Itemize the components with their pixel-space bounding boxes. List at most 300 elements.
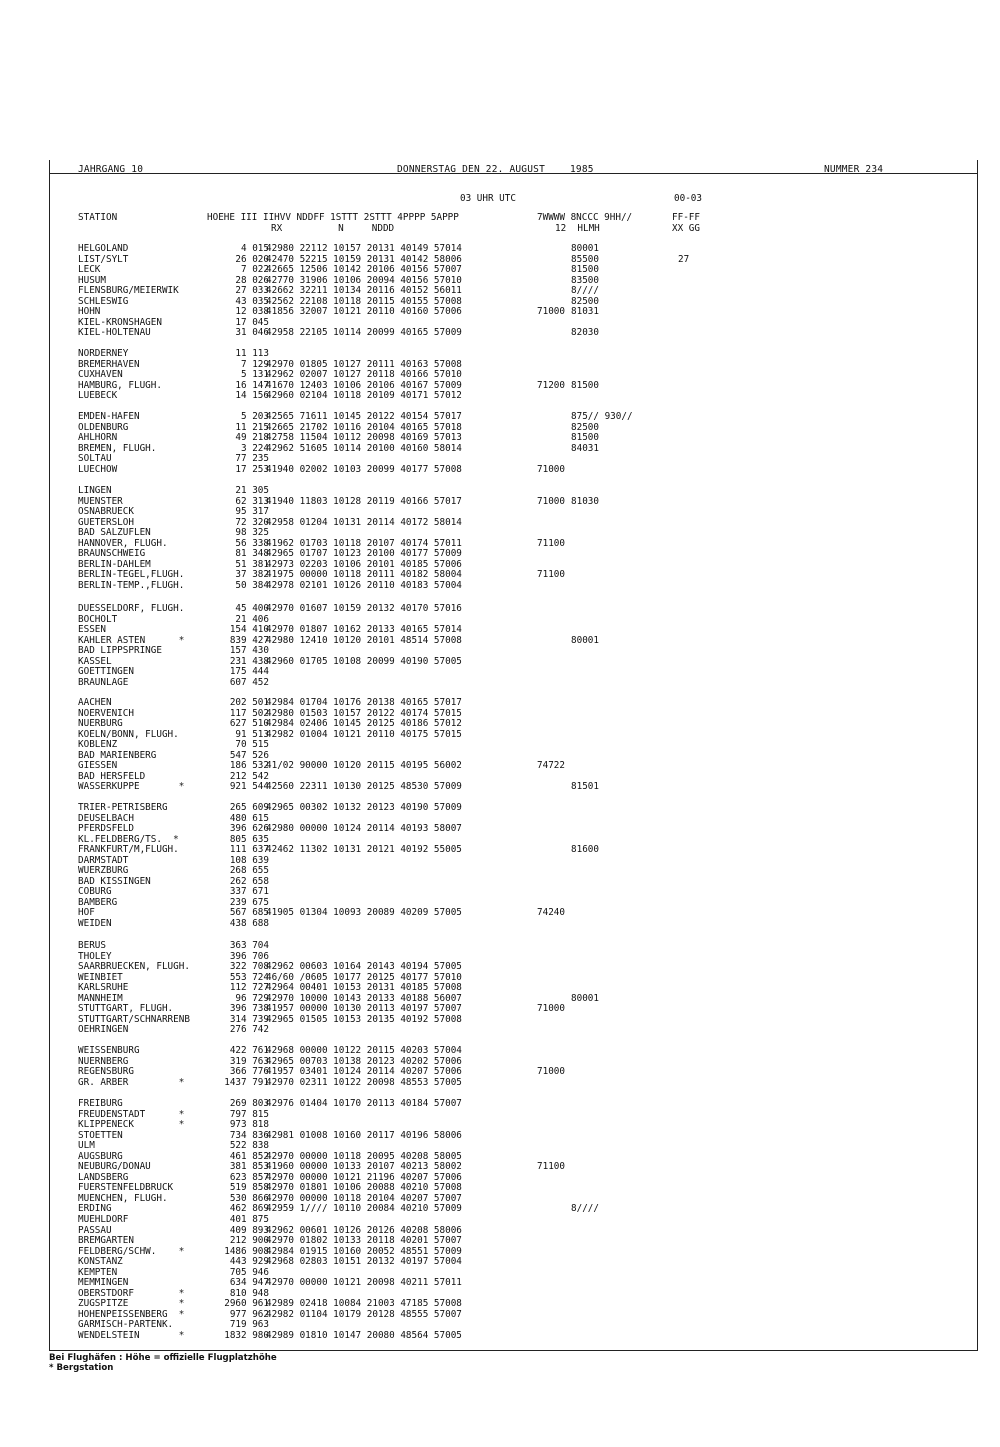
station-height-id: 117 502 <box>229 707 269 719</box>
table-row <box>0 698 1000 709</box>
year-label: 1985 <box>570 164 594 175</box>
station-name: ESSEN <box>78 624 106 636</box>
station-height-id: 438 688 <box>229 918 269 930</box>
weather-group: 71000 <box>537 463 565 475</box>
table-row <box>0 898 1000 909</box>
station-name: MANNHEIM <box>78 992 123 1004</box>
station-name: NOERVENICH <box>78 707 134 719</box>
station-name: BAD SALZUFLEN <box>78 527 151 539</box>
cloud-group: 82500 <box>571 295 599 307</box>
station-name: BAD KISSINGEN <box>78 875 151 887</box>
station-group <box>0 698 1000 793</box>
station-height-id: 108 639 <box>229 854 269 866</box>
station-name: SCHLESWIG <box>78 295 129 307</box>
station-height-id: 269 803 <box>229 1098 269 1109</box>
observation-groups: 42962 51605 10114 20100 40160 58014 <box>266 442 462 454</box>
station-height-id: 462 869 <box>229 1203 269 1215</box>
weather-group: 71000 <box>537 495 565 507</box>
station-height-id: 522 838 <box>229 1140 269 1152</box>
station-height-id: 461 852 <box>229 1150 269 1162</box>
table-row <box>0 1226 1000 1237</box>
station-name: CUXHAVEN <box>78 369 123 381</box>
cloud-group: 80001 <box>571 243 599 254</box>
observation-groups: 42958 01204 10131 20114 40172 58014 <box>266 516 462 528</box>
station-height-id: 805 635 <box>229 833 269 845</box>
range-header: 00-03 <box>674 193 702 204</box>
observation-groups: 42770 31906 10106 20094 40156 57010 <box>266 274 462 286</box>
table-row <box>0 615 1000 626</box>
observation-groups: 42980 01503 10157 20122 40174 57015 <box>266 707 462 719</box>
table-row <box>0 877 1000 888</box>
observation-groups: 42980 22112 10157 20131 40149 57014 <box>266 243 462 254</box>
station-height-id: 409 893 <box>229 1224 269 1236</box>
station-height-id: 4 015 <box>241 243 269 254</box>
station-name: FREUDENSTADT * <box>78 1108 185 1120</box>
weather-group: 71200 <box>537 379 565 391</box>
observation-groups: 42968 00000 10122 20115 40203 57004 <box>266 1045 462 1056</box>
station-height-id: 212 900 <box>229 1235 269 1247</box>
observation-groups: 42970 00000 10118 20095 40208 58005 <box>266 1150 462 1162</box>
station-height-id: 607 452 <box>229 676 269 688</box>
table-row <box>0 423 1000 434</box>
weather-group: 74240 <box>537 907 565 919</box>
station-name: BRAUNLAGE <box>78 676 129 688</box>
table-row <box>0 1331 1000 1342</box>
station-height-id: 17 045 <box>235 316 269 328</box>
station-name: BERLIN-DAHLEM <box>78 558 151 570</box>
station-name: LUECHOW <box>78 463 118 475</box>
table-row <box>0 1015 1000 1026</box>
observation-groups: 41957 03401 10124 20114 40207 57006 <box>266 1066 462 1078</box>
station-height-id: 27 033 <box>235 285 269 297</box>
station-height-id: 734 836 <box>229 1129 269 1141</box>
observation-groups: 41975 00000 10118 20111 40182 58004 <box>266 569 462 581</box>
table-row <box>0 1257 1000 1268</box>
table-row <box>0 657 1000 668</box>
station-group <box>0 941 1000 1036</box>
observation-groups: 41962 01703 10118 20107 40174 57011 <box>266 537 462 549</box>
station-height-id: 363 704 <box>229 940 269 951</box>
observation-groups: 42970 01807 10162 20133 40165 57014 <box>266 624 462 636</box>
station-name: NEUBURG/DONAU <box>78 1161 151 1173</box>
observation-groups: 41957 00000 10130 20113 40197 57007 <box>266 1003 462 1015</box>
station-height-id: 51 381 <box>235 558 269 570</box>
table-row <box>0 328 1000 339</box>
station-height-id: 265 609 <box>229 802 269 813</box>
observation-groups: 42962 00601 10126 20126 40208 58006 <box>266 1224 462 1236</box>
table-row <box>0 539 1000 550</box>
table-row <box>0 887 1000 898</box>
station-height-id: 186 532 <box>229 760 269 772</box>
station-group <box>0 1046 1000 1088</box>
station-height-id: 37 382 <box>235 569 269 581</box>
observation-groups: 42980 00000 10124 20114 40193 58007 <box>266 823 462 835</box>
station-height-id: 231 438 <box>229 655 269 667</box>
observation-groups: 42758 11504 10112 20098 40169 57013 <box>266 432 462 444</box>
station-name: HELGOLAND <box>78 243 129 254</box>
main-columns-header: HOEHE III IIHVV NDDFF 1STTT 2STTT 4PPPP 5APPP <box>207 212 459 223</box>
station-name: OSNABRUECK <box>78 506 134 518</box>
observation-groups: 42970 02311 10122 20098 48553 57005 <box>266 1076 462 1088</box>
observation-groups: 42980 12410 10120 20101 48514 57008 <box>266 634 462 646</box>
station-height-id: 17 253 <box>235 463 269 475</box>
station-header: STATION <box>78 212 118 223</box>
station-name: AUGSBURG <box>78 1150 123 1162</box>
station-height-id: 98 325 <box>235 527 269 539</box>
station-height-id: 70 515 <box>235 739 269 751</box>
table-row <box>0 1268 1000 1279</box>
station-height-id: 810 948 <box>229 1287 269 1299</box>
table-row <box>0 803 1000 814</box>
cloud-group: 84031 <box>571 442 599 454</box>
table-row <box>0 962 1000 973</box>
weather-group: 71000 <box>537 1003 565 1015</box>
station-name: MUENSTER <box>78 495 123 507</box>
table-row <box>0 1215 1000 1226</box>
station-height-id: 567 685 <box>229 907 269 919</box>
table-row <box>0 919 1000 930</box>
station-height-id: 337 671 <box>229 886 269 898</box>
station-height-id: 212 542 <box>229 770 269 782</box>
station-height-id: 322 708 <box>229 961 269 973</box>
station-name: KLIPPENECK * <box>78 1119 185 1131</box>
main-columns-subheader: RX N NDDD <box>271 223 395 234</box>
station-height-id: 719 963 <box>229 1319 269 1331</box>
table-row <box>0 265 1000 276</box>
table-row <box>0 751 1000 762</box>
observation-groups: 42665 12506 10142 20106 40156 57007 <box>266 264 462 276</box>
observation-groups: 42962 00603 10164 20143 40194 57005 <box>266 961 462 973</box>
table-row <box>0 845 1000 856</box>
station-name: BAMBERG <box>78 896 118 908</box>
station-height-id: 31 046 <box>235 327 269 339</box>
observation-groups: 42965 01505 10153 20135 40192 57008 <box>266 1013 462 1025</box>
observation-groups: 42960 01705 10108 20099 40190 57005 <box>266 655 462 667</box>
station-name: LUEBECK <box>78 390 118 402</box>
station-name: PFERDSFELD <box>78 823 134 835</box>
cloud-group: 83500 <box>571 274 599 286</box>
station-name: LANDSBERG <box>78 1171 129 1183</box>
station-name: WENDELSTEIN * <box>78 1330 185 1342</box>
observation-groups: 42982 01004 10121 20110 40175 57015 <box>266 728 462 740</box>
station-name: STOETTEN <box>78 1129 123 1141</box>
date-label: DONNERSTAG DEN 22. AUGUST <box>397 164 545 175</box>
station-name: BAD MARIENBERG <box>78 749 157 761</box>
station-height-id: 443 929 <box>229 1256 269 1268</box>
table-row <box>0 444 1000 455</box>
station-name: KASSEL <box>78 655 112 667</box>
station-name: NUERNBERG <box>78 1055 129 1067</box>
station-name: WEIDEN <box>78 918 112 930</box>
station-name: SAARBRUECKEN, FLUGH. <box>78 961 190 973</box>
station-name: FRANKFURT/M,FLUGH. <box>78 844 179 856</box>
station-name: DUESSELDORF, FLUGH. <box>78 603 185 614</box>
station-name: REGENSBURG <box>78 1066 134 1078</box>
station-height-id: 623 857 <box>229 1171 269 1183</box>
station-height-id: 62 313 <box>235 495 269 507</box>
station-name: STUTTGART/SCHNARRENB <box>78 1013 190 1025</box>
table-row <box>0 1162 1000 1173</box>
weather-group: 71000 <box>537 1066 565 1078</box>
station-name: THOLEY <box>78 950 112 962</box>
station-height-id: 175 444 <box>229 666 269 678</box>
station-height-id: 28 026 <box>235 274 269 286</box>
station-name: COBURG <box>78 886 112 898</box>
station-name: STUTTGART, FLUGH. <box>78 1003 174 1015</box>
observation-groups: 42970 01802 10133 20118 40201 57007 <box>266 1235 462 1247</box>
table-row <box>0 1204 1000 1215</box>
station-height-id: 154 410 <box>229 624 269 636</box>
table-row <box>0 1025 1000 1036</box>
cloud-group: 875// 930// <box>571 411 633 422</box>
station-name: BAD LIPPSPRINGE <box>78 645 162 657</box>
station-name: FELDBERG/SCHW. * <box>78 1245 185 1257</box>
observation-groups: 41940 02002 10103 20099 40177 57008 <box>266 463 462 475</box>
jahrgang-label: JAHRGANG 10 <box>78 164 144 175</box>
cloud-group: 81500 <box>571 379 599 391</box>
extra-columns-subheader: 12 HLMH <box>555 223 600 234</box>
station-name: GOETTINGEN <box>78 666 134 678</box>
weather-group: 71100 <box>537 569 565 581</box>
cloud-group: 85500 <box>571 253 599 265</box>
observation-groups: 42959 1//// 10110 20084 40210 57009 <box>266 1203 462 1215</box>
observation-groups: 42965 00703 10138 20123 40202 57006 <box>266 1055 462 1067</box>
far-columns-subheader: XX GG <box>672 223 700 234</box>
station-name: MUENCHEN, FLUGH. <box>78 1192 168 1204</box>
issue-number: NUMMER 234 <box>824 164 884 175</box>
table-row <box>0 1099 1000 1110</box>
observation-groups: 42984 02406 10145 20125 40186 57012 <box>266 718 462 730</box>
station-name: ERDING <box>78 1203 112 1215</box>
table-row <box>0 581 1000 592</box>
station-name: GR. ARBER * <box>78 1076 185 1088</box>
station-height-id: 519 858 <box>229 1182 269 1194</box>
station-group <box>0 349 1000 402</box>
table-row <box>0 730 1000 741</box>
footer-notes <box>49 1353 277 1374</box>
station-height-id: 26 020 <box>235 253 269 265</box>
station-height-id: 49 218 <box>235 432 269 444</box>
station-height-id: 627 510 <box>229 718 269 730</box>
station-height-id: 547 526 <box>229 749 269 761</box>
table-row <box>0 646 1000 657</box>
station-height-id: 14 156 <box>235 390 269 402</box>
observation-groups: 41856 32007 10121 20110 40160 57006 <box>266 306 462 318</box>
table-row <box>0 360 1000 371</box>
observation-groups: 42560 22311 10130 20125 48530 57009 <box>266 781 462 793</box>
station-name: FLENSBURG/MEIERWIK <box>78 285 179 297</box>
station-name: NORDERNEY <box>78 348 129 359</box>
station-height-id: 276 742 <box>229 1024 269 1036</box>
observation-groups: 42984 01704 10176 20138 40165 57017 <box>266 697 462 708</box>
table-row <box>0 507 1000 518</box>
station-name: BRAUNSCHWEIG <box>78 548 146 560</box>
station-name: ZUGSPITZE * <box>78 1298 185 1310</box>
station-height-id: 1486 908 <box>224 1245 269 1257</box>
station-name: TRIER-PETRISBERG <box>78 802 168 813</box>
station-height-id: 705 946 <box>229 1266 269 1278</box>
table-row <box>0 391 1000 402</box>
station-height-id: 268 655 <box>229 865 269 877</box>
station-name: MUEHLDORF <box>78 1214 129 1226</box>
station-name: FREIBURG <box>78 1098 123 1109</box>
station-height-id: 921 544 <box>229 781 269 793</box>
table-row <box>0 1194 1000 1205</box>
station-height-id: 81 348 <box>235 548 269 560</box>
observation-groups: 42665 21702 10116 20104 40165 57018 <box>266 421 462 433</box>
table-row <box>0 381 1000 392</box>
station-height-id: 96 729 <box>235 992 269 1004</box>
station-height-id: 77 235 <box>235 453 269 465</box>
table-row <box>0 667 1000 678</box>
station-height-id: 3 224 <box>241 442 269 454</box>
station-name: LINGEN <box>78 485 112 496</box>
observation-groups: 42970 00000 10118 20104 40207 57007 <box>266 1192 462 1204</box>
table-row <box>0 709 1000 720</box>
observation-groups: 42462 11302 10131 20121 40192 55005 <box>266 844 462 856</box>
station-name: OLDENBURG <box>78 421 129 433</box>
station-height-id: 202 501 <box>229 697 269 708</box>
cloud-group: 80001 <box>571 634 599 646</box>
table-row <box>0 286 1000 297</box>
station-name: KARLSRUHE <box>78 982 129 994</box>
station-height-id: 422 761 <box>229 1045 269 1056</box>
station-height-id: 1437 791 <box>224 1076 269 1088</box>
station-height-id: 314 739 <box>229 1013 269 1025</box>
table-row <box>0 761 1000 772</box>
cloud-group: 82500 <box>571 421 599 433</box>
observation-groups: 42965 01707 10123 20100 40177 57009 <box>266 548 462 560</box>
station-height-id: 319 763 <box>229 1055 269 1067</box>
station-name: LIST/SYLT <box>78 253 129 265</box>
observation-groups: 42958 22105 10114 20099 40165 57009 <box>266 327 462 339</box>
station-name: EMDEN-HAFEN <box>78 411 140 422</box>
observation-groups: 42978 02101 10126 20110 40183 57004 <box>266 579 462 591</box>
observation-groups: 42970 10000 10143 20133 40188 56007 <box>266 992 462 1004</box>
observation-groups: 42970 01805 10127 20111 40163 57008 <box>266 358 462 370</box>
station-name: GARMISCH-PARTENK. <box>78 1319 174 1331</box>
station-name: KAHLER ASTEN * <box>78 634 185 646</box>
station-name: HUSUM <box>78 274 106 286</box>
station-height-id: 21 305 <box>235 485 269 496</box>
table-row <box>0 1057 1000 1068</box>
station-name: KOELN/BONN, FLUGH. <box>78 728 179 740</box>
observation-groups: 42989 02418 10084 21003 47185 57008 <box>266 1298 462 1310</box>
weather-group: 71100 <box>537 1161 565 1173</box>
cloud-group: 8//// <box>571 285 599 297</box>
station-name: KIEL-HOLTENAU <box>78 327 151 339</box>
observation-groups: 42970 00000 10121 21196 40207 57006 <box>266 1171 462 1183</box>
observation-groups: 41960 00000 10133 20107 40213 58002 <box>266 1161 462 1173</box>
station-name: BERLIN-TEMP.,FLUGH. <box>78 579 185 591</box>
observation-groups: 42962 02007 10127 20118 40166 57010 <box>266 369 462 381</box>
station-name: LECK <box>78 264 101 276</box>
station-name: GIESSEN <box>78 760 118 772</box>
station-group <box>0 486 1000 591</box>
station-name: AHLHORN <box>78 432 118 444</box>
station-name: BAD HERSFELD <box>78 770 146 782</box>
cloud-group: 81600 <box>571 844 599 856</box>
cloud-group: 82030 <box>571 327 599 339</box>
table-row <box>0 908 1000 919</box>
weather-group: 71100 <box>537 537 565 549</box>
station-name: KL.FELDBERG/TS. * <box>78 833 179 845</box>
observation-groups: 42973 02203 10106 20101 40185 57006 <box>266 558 462 570</box>
observation-groups: 42562 22108 10118 20115 40155 57008 <box>266 295 462 307</box>
station-name: WEISSENBURG <box>78 1045 140 1056</box>
table-row <box>0 1131 1000 1142</box>
station-height-id: 396 738 <box>229 1003 269 1015</box>
observation-groups: 42970 01801 10106 20088 40210 57008 <box>266 1182 462 1194</box>
observation-groups: 42968 02803 10151 20132 40197 57004 <box>266 1256 462 1268</box>
station-name: WUERZBURG <box>78 865 129 877</box>
table-row <box>0 983 1000 994</box>
station-name: FUERSTENFELDBRUCK <box>78 1182 174 1194</box>
station-name: ULM <box>78 1140 95 1152</box>
station-name: PASSAU <box>78 1224 112 1236</box>
footer-note-airports: Bei Flughäfen : Höhe = offizielle Flugplatzhöhe <box>49 1353 277 1363</box>
station-name: HOHN <box>78 306 101 318</box>
station-name: DARMSTADT <box>78 854 129 866</box>
table-row <box>0 973 1000 984</box>
station-height-id: 381 853 <box>229 1161 269 1173</box>
cloud-group: 80001 <box>571 992 599 1004</box>
station-height-id: 977 962 <box>229 1308 269 1320</box>
station-height-id: 5 131 <box>241 369 269 381</box>
observation-groups: 42989 01810 10147 20080 48564 57005 <box>266 1330 462 1342</box>
table-row <box>0 1141 1000 1152</box>
station-height-id: 239 675 <box>229 896 269 908</box>
station-name: DEUSELBACH <box>78 812 134 824</box>
far-columns-header: FF-FF <box>672 212 700 223</box>
observation-groups: 42970 01607 10159 20132 40170 57016 <box>266 603 462 614</box>
cloud-group: 81030 <box>571 495 599 507</box>
station-name: BERUS <box>78 940 106 951</box>
observation-groups: 42965 00302 10132 20123 40190 57009 <box>266 802 462 813</box>
station-name: BREMEN, FLUGH. <box>78 442 157 454</box>
observation-groups: 42960 02104 10118 20109 40171 57012 <box>266 390 462 402</box>
observation-groups: 42964 00401 10153 20131 40185 57008 <box>266 982 462 994</box>
station-name: KONSTANZ <box>78 1256 123 1268</box>
table-row <box>0 782 1000 793</box>
table-row <box>0 814 1000 825</box>
cloud-group: 81500 <box>571 432 599 444</box>
cloud-group: 81031 <box>571 306 599 318</box>
station-name: KOBLENZ <box>78 739 118 751</box>
station-group <box>0 1099 1000 1342</box>
table-row <box>0 1078 1000 1089</box>
station-height-id: 12 038 <box>235 306 269 318</box>
station-name: HOHENPEISSENBERG * <box>78 1308 185 1320</box>
station-name: BREMGARTEN <box>78 1235 134 1247</box>
station-name: NUERBURG <box>78 718 123 730</box>
table-row <box>0 1120 1000 1131</box>
station-height-id: 634 947 <box>229 1277 269 1289</box>
station-height-id: 5 203 <box>241 411 269 422</box>
observation-groups: 41670 12403 10106 20106 40167 57009 <box>266 379 462 391</box>
station-group <box>0 604 1000 688</box>
station-height-id: 112 727 <box>229 982 269 994</box>
table-row <box>0 856 1000 867</box>
observation-groups: 41/02 90000 10120 20115 40195 56002 <box>266 760 462 772</box>
table-row <box>0 465 1000 476</box>
table-row <box>0 1247 1000 1258</box>
weather-group: 71000 <box>537 306 565 318</box>
station-name: GUETERSLOH <box>78 516 134 528</box>
station-height-id: 21 406 <box>235 613 269 625</box>
observation-groups: 42981 01008 10160 20117 40196 58006 <box>266 1129 462 1141</box>
station-height-id: 366 776 <box>229 1066 269 1078</box>
